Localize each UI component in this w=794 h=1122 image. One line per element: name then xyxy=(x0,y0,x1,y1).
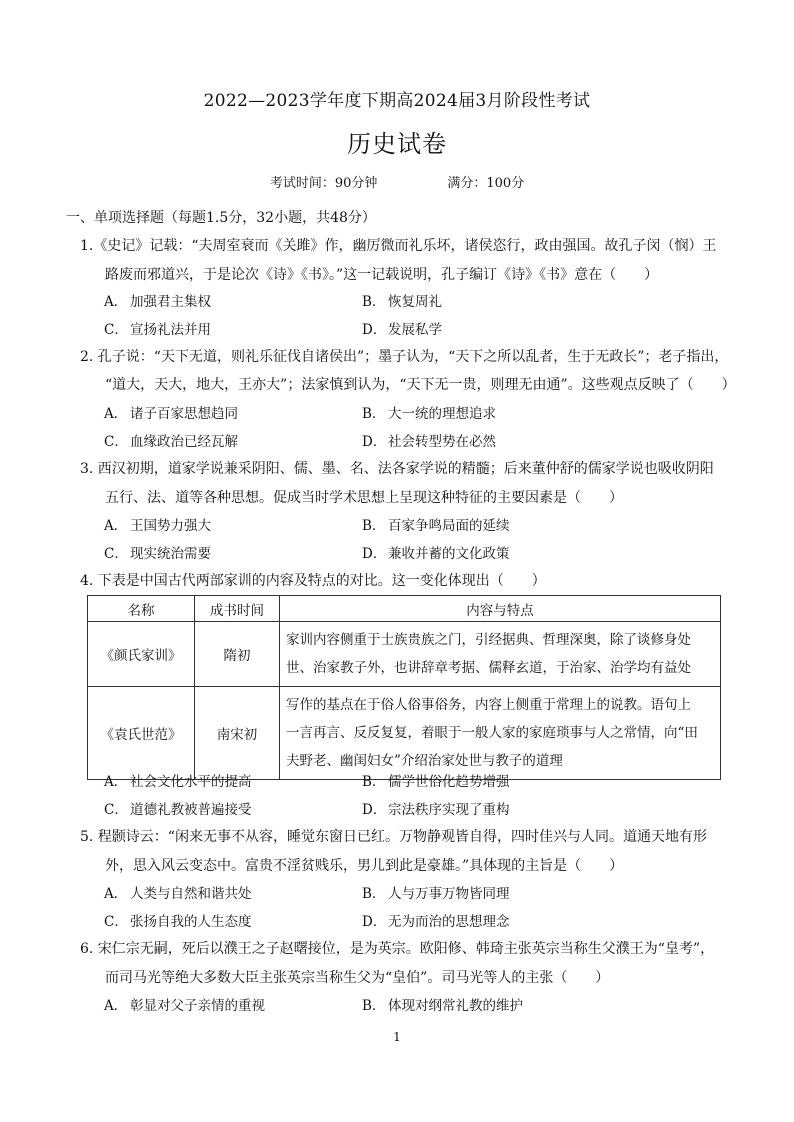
q1-line2: 路废而邪道兴，于是论次《诗》《书》。”这一记载说明，孔子编订《诗》《书》意在（ ） xyxy=(105,267,659,283)
full-score: 满分：100分 xyxy=(447,176,525,191)
q4-option-c: C． 道德礼教被普遍接受 xyxy=(104,802,252,818)
q1-option-b: B． 恢复周礼 xyxy=(362,294,442,310)
q6-line1: 6. 宋仁宗无嗣，死后以濮王之子赵曙接位，是为英宗。欧阳修、韩琦主张英宗当称生父濮王为“皇考”， xyxy=(80,941,715,957)
table-header-row xyxy=(88,596,721,622)
q5-option-d: D． 无为而治的思想理念 xyxy=(362,914,510,930)
q2-option-d: D． 社会转型势在必然 xyxy=(362,434,496,450)
table-row xyxy=(88,622,721,687)
q2-line1: 2. 孔子说：“天下无道，则礼乐征伐自诸侯出”；墨子认为，“天下之所以乱者，生于无政长”；老子指出， xyxy=(80,349,729,365)
q3-option-b: B． 百家争鸣局面的延续 xyxy=(362,518,510,534)
q2-option-c: C． 血缘政治已经瓦解 xyxy=(104,434,238,450)
q2-option-a: A． 诸子百家思想趋同 xyxy=(104,406,238,422)
q6-option-b: B． 体现对纲常礼教的维护 xyxy=(362,998,523,1014)
table-cell-content: 写作的基点在于俗人俗事俗务，内容上侧重于常理上的说教。语句上 一言再言、反反复复，着眼于一般人家的家庭琐事与人之常情，向“田 夫野老、幽闺妇女”介绍治家处世与教子的道理 xyxy=(280,687,721,780)
table-header-time: 成书时间 xyxy=(195,596,280,622)
table-cell-name: 《袁氏世范》 xyxy=(88,687,195,780)
comparison-table xyxy=(87,595,721,780)
q1-line1: 1.《史记》记载：“夫周室衰而《关雎》作，幽厉微而礼乐坏，诸侯恣行，政由强国。故孔子闵（悯）王 xyxy=(80,238,717,254)
q1-option-a: A． 加强君主集权 xyxy=(104,294,211,310)
q6-line2: 而司马光等绝大多数大臣主张英宗当称生父为“皇伯”。司马光等人的主张（ ） xyxy=(105,970,610,986)
table-cell-name: 《颜氏家训》 xyxy=(88,622,195,687)
q1-option-d: D． 发展私学 xyxy=(362,322,442,338)
table-header-content: 内容与特点 xyxy=(280,596,721,622)
q5-line2: 外，思入风云变态中。富贵不淫贫贱乐，男儿到此是豪雄。”具体现的主旨是（ ） xyxy=(105,858,624,874)
q3-option-d: D． 兼收并蓄的文化政策 xyxy=(362,546,510,562)
q4-line1: 4. 下表是中国古代两部家训的内容及特点的对比。这一变化体现出（ ） xyxy=(80,573,546,589)
exam-meta xyxy=(0,172,794,191)
section-heading: 一、单项选择题（每题1.5分，32小题，共48分） xyxy=(66,210,376,226)
q5-option-b: B． 人与万事万物皆同理 xyxy=(362,886,510,902)
exam-time: 考试时间：90分钟 xyxy=(269,176,378,191)
q5-line1: 5. 程颢诗云：“闲来无事不从容，睡觉东窗日已红。万物静观皆自得，四时佳兴与人同。道通天地有形 xyxy=(80,829,707,845)
q4-option-a: A． 社会文化水平的提高 xyxy=(104,774,252,790)
exam-title: 2022—2023学年度下期高2024届3月阶段性考试 xyxy=(203,91,591,111)
table-cell-content: 家训内容侧重于士族贵族之门，引经据典、哲理深奥，除了谈修身处 世、治家教子外，也讲辞章考据、儒释玄道，于治家、治学均有益处 xyxy=(280,622,721,687)
q3-line2: 五行、法、道等各种思想。促成当时学术思想上呈现这种特征的主要因素是（ ） xyxy=(105,490,623,506)
page-number: 1 xyxy=(393,1030,401,1044)
q3-option-a: A． 王国势力强大 xyxy=(104,518,211,534)
subject-title: 历史试卷 xyxy=(347,130,447,158)
q1-option-c: C． 宣扬礼法并用 xyxy=(104,322,211,338)
table-cell-time: 南宋初 xyxy=(195,687,280,780)
q6-option-a: A． 彰显对父子亲情的重视 xyxy=(104,998,265,1014)
q3-option-c: C． 现实统治需要 xyxy=(104,546,211,562)
q3-line1: 3. 西汉初期，道家学说兼采阴阳、儒、墨、名、法各家学说的精髓；后来董仲舒的儒家学说也吸收阴阳 xyxy=(80,461,714,477)
q5-option-a: A． 人类与自然和谐共处 xyxy=(104,886,252,902)
q4-option-b: B． 儒学世俗化趋势增强 xyxy=(362,774,510,790)
q4-option-d: D． 宗法秩序实现了重构 xyxy=(362,802,510,818)
q2-option-b: B． 大一统的理想追求 xyxy=(362,406,496,422)
table-header-name: 名称 xyxy=(88,596,195,622)
table-row xyxy=(88,687,721,780)
q2-line2: “道大，天大，地大，王亦大”；法家慎到认为，“天下无一贵，则理无由通”。这些观点反映了（ ） xyxy=(105,377,736,393)
table-cell-time: 隋初 xyxy=(195,622,280,687)
q5-option-c: C． 张扬自我的人生态度 xyxy=(104,914,252,930)
